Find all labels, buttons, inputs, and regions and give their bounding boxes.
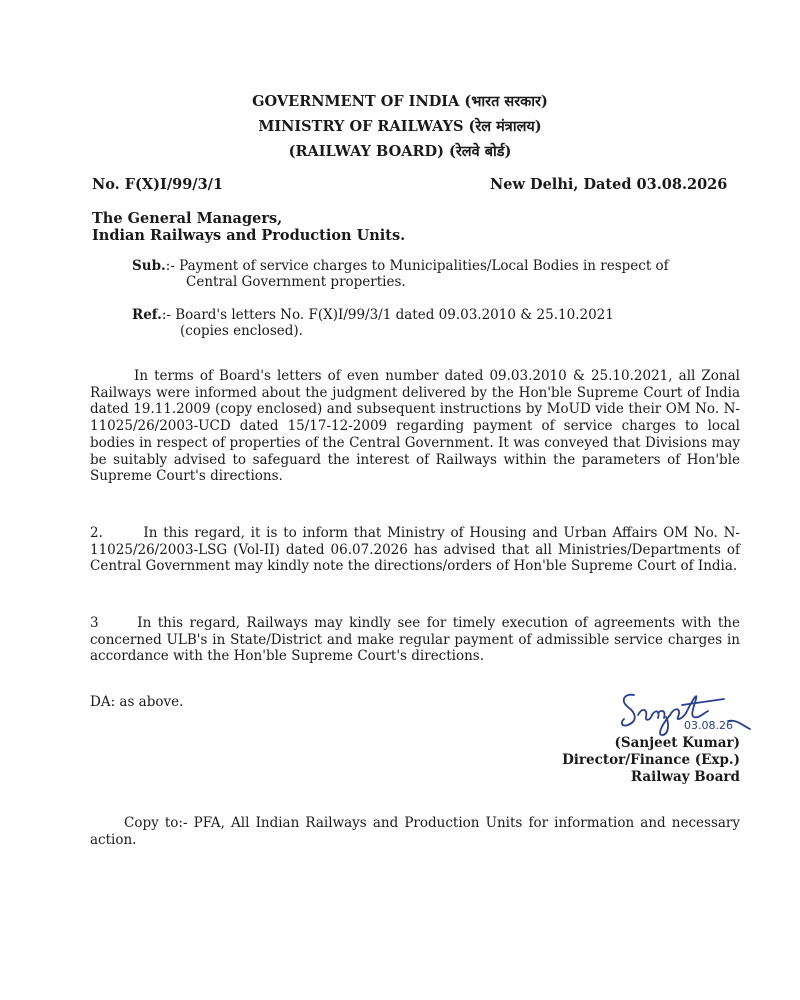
reference-label: Ref. — [132, 307, 162, 323]
addressee — [92, 210, 405, 244]
paragraph-3 — [90, 615, 740, 665]
place-date: New Delhi, Dated 03.08.2026 — [490, 176, 728, 193]
paragraph-2-text: In this regard, it is to inform that Ministry of Housing and Urban Affairs OM No. N-11025/26/2003-LSG (Vol-II) dated 06.07.2026 has advised that all Ministries/Departments of Central Government may kindly note the directions/orders of Hon'ble Supreme Court of India. — [90, 525, 740, 575]
header-government: GOVERNMENT OF INDIA (भारत सरकार) — [252, 93, 548, 110]
subject-line-2: Central Government properties. — [186, 274, 406, 290]
addressee-line-1: The General Managers, — [92, 210, 283, 227]
subject — [132, 258, 747, 290]
signatory-office: Railway Board — [630, 769, 740, 785]
paragraph-3-number: 3 — [90, 615, 99, 631]
copy-to: Copy to:- PFA, All Indian Railways and Production Units for information and necessary action. — [90, 815, 740, 848]
header-board: (RAILWAY BOARD) (रेलवे बोर्ड) — [288, 143, 512, 160]
paragraph-3-text: In this regard, Railways may kindly see for timely execution of agreements with the concerned ULB's in State/District and make regular payment of admissible service charges in accordance with the Hon'ble Supreme Court's directions. — [90, 615, 740, 665]
reference-line-1: :- Board's letters No. F(X)I/99/3/1 dated 09.03.2010 & 25.10.2021 — [161, 307, 614, 323]
reference — [132, 307, 747, 339]
paragraph-1: In terms of Board's letters of even number dated 09.03.2010 & 25.10.2021, all Zonal Railways were informed about the judgment delivered by the Hon'ble Supreme Court of India dated 19.11.2009 (copy enclosed) and subsequent instructions by MoUD vide their OM No. N-11025/26/2003-UCD dated 15/17-12-2009 regarding payment of service charges to local bodies in respect of properties of the Central Government. It was conveyed that Divisions may be suitably advised to safeguard the interest of Railways within the parameters of Hon'ble Supreme Court's directions. — [90, 368, 740, 485]
subject-label: Sub. — [132, 258, 166, 274]
paragraph-2 — [90, 525, 740, 575]
enclosure-note: DA: as above. — [90, 694, 184, 710]
paragraph-2-number: 2. — [90, 525, 103, 541]
addressee-line-2: Indian Railways and Production Units. — [92, 227, 406, 244]
header-ministry: MINISTRY OF RAILWAYS (रेल मंत्रालय) — [258, 118, 542, 135]
subject-line-1: :- Payment of service charges to Municipalities/Local Bodies in respect of — [165, 258, 669, 274]
reference-line-2: (copies enclosed). — [180, 323, 303, 339]
letter-number: No. F(X)I/99/3/1 — [92, 176, 224, 193]
signature-date: 03.08.26 — [684, 719, 733, 732]
signatory-name: (Sanjeet Kumar) — [614, 735, 740, 751]
signatory-designation: Director/Finance (Exp.) — [562, 752, 740, 768]
signatory-block — [530, 735, 740, 786]
